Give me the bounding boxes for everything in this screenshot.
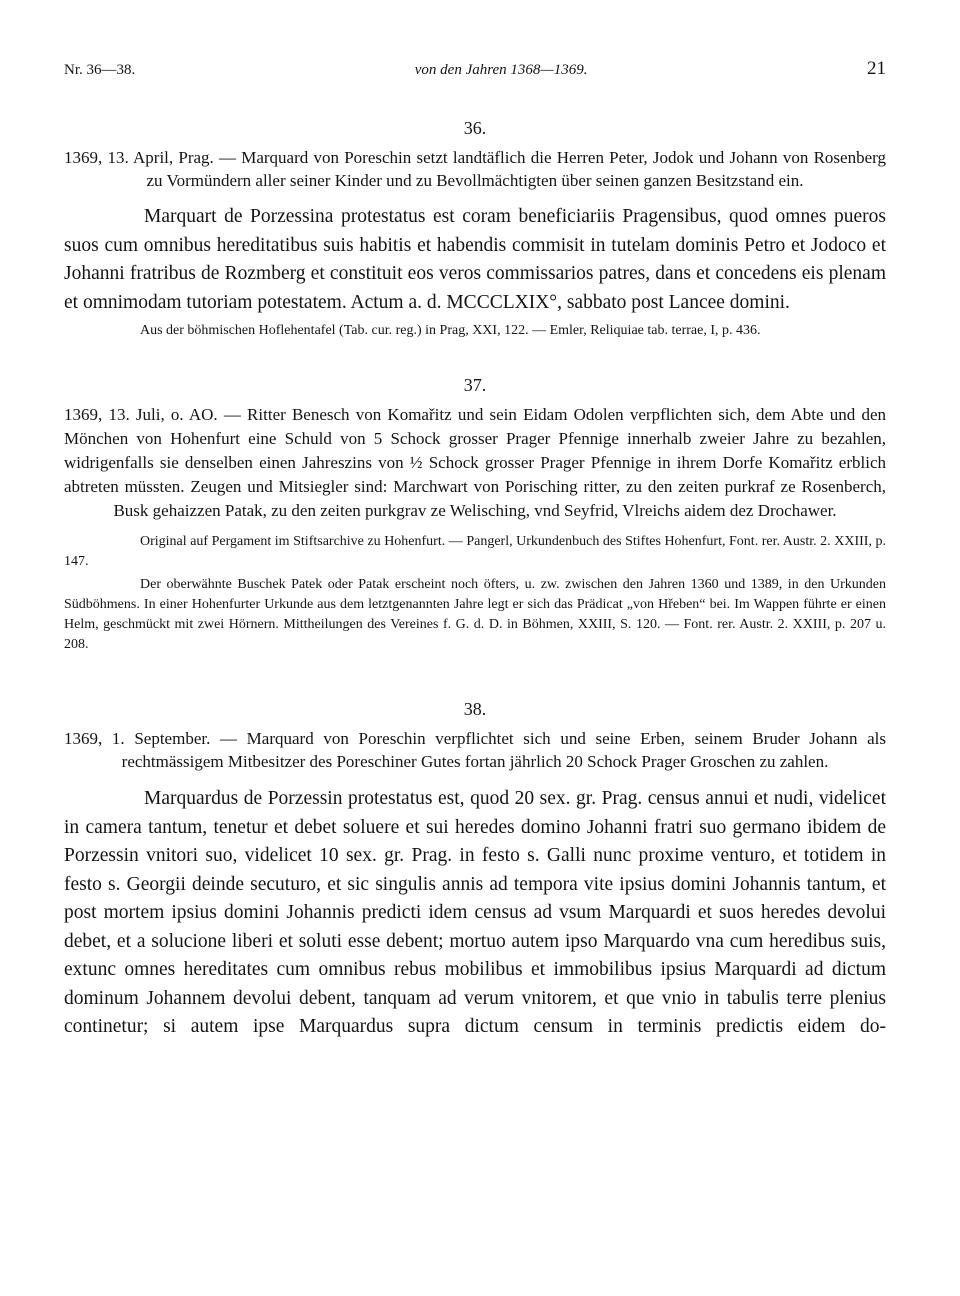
entry-summary: 1369, 13. Juli, o. AO. — Ritter Benesch von Komařitz und sein Eidam Odolen verpflichten sich, dem Abte und den Mönchen von Hohenfurt eine Schuld von 5 Schock grosser Prager Pfennige innerhalb zweier Jahre zu bezahlen, widrigenfalls sie denselben einen Jahreszins von ½ Schock grosser Prager Pfennige in ihrem Dorfe Komařitz erblich abtreten müssten. Zeugen und Mitsiegler sind: Marchwart von Porisching ritter, zu den zeiten purkraf ze Rosenberch, Busk gehaizzen Patak, zu den zeiten purkgrav ze Welisching, vnd Seyfrid, Vlreichs aidem dez Drochawer.	[64, 405, 886, 520]
entry-source: Aus der böhmischen Hoflehentafel (Tab. cur. reg.) in Prag, XXI, 122. — Emler, Reliquiae tab. terrae, I, p. 436.	[140, 323, 761, 338]
entry-number: 38.	[463, 699, 487, 719]
document-page	[64, 58, 886, 1042]
entry-37	[64, 375, 886, 655]
entry-36	[64, 118, 886, 341]
entry-text: Marquardus de Porzessin protestatus est, quod 20 sex. gr. Prag. census annui et nudi, videlicet in camera tantum, tenetur et debet soluere et sui heredes domino Johanni fratri suo germano ibidem de Porzessin vnitori suo, videlicet 10 sex. gr. Prag. in festo s. Galli nunc proxime venturo, et totidem in festo s. Georgii deinde secuturo, et sic singulis annis ad tempora vite ipsius domini Johannis tantum, et post mortem ipsius domini Johannis predicti idem census ad vsum Marquardi et suos heredes devolui debet, et a solucione liberi et soluti esse debent; mortuo autem ipso Marquardo vna cum heredibus suis, extunc omnes hereditates cum omnibus rebus mobilibus et immobilibus ipsius Marquardi ad dictum dominum Johannem devolui debent, tanquam ad verum vnitorem, et que vnio in tabulis terre plenius continetur; si autem ipse Marquardus supra dictum censum in terminis predictis eidem do-	[64, 788, 886, 1037]
entry-summary: 1369, 1. September. — Marquard von Poreschin verpflichtet sich und seine Erben, seinem Bruder Johann als rechtmässigem Mitbesitzer des Poreschiner Gutes fortan jährlich 20 Schock Prager Groschen zu zahlen.	[64, 729, 886, 771]
entry-note: Der oberwähnte Buschek Patek oder Patak erscheint noch öfters, u. zw. zwischen den Jahren 1360 und 1389, in den Urkunden Südböhmens. In einer Hohenfurter Urkunde aus dem letztgenannten Jahre legt er sich das Prädicat „von Hřeben“ bei. Im Wappen führte er einen Helm, geschmückt mit zwei Hörnern. Mittheilungen des Vereines f. G. d. D. in Böhmen, XXIII, S. 120. — Font. rer. Austr. 2. XXIII, p. 207 u. 208.	[64, 577, 886, 652]
header-entry-range: Nr. 36—38.	[64, 62, 136, 78]
header-title: von den Jahren 1368—1369.	[414, 62, 588, 78]
entry-summary: 1369, 13. April, Prag. — Marquard von Poreschin setzt landtäflich die Herren Peter, Jodok und Johann von Rosenberg zu Vormündern aller seiner Kinder und zu Bevollmächtigten über seinen ganzen Besitzstand ein.	[64, 148, 886, 190]
page-number: 21	[867, 58, 886, 79]
entry-text: Marquart de Porzessina protestatus est coram beneficiariis Pragensibus, quod omnes pueros suos cum omnibus hereditatibus suis habitis et habendis commisit in tutelam dominis Petro et Jodoco et Johanni fratribus de Rozmberg et constituit eos veros commissarios patres, dans et concedens eis plenam et omnimodam tutoriam potestatem. Actum a. d. MCCCLXIX°, sabbato post Lancee domini.	[64, 206, 886, 313]
entry-number: 37.	[463, 375, 487, 395]
entry-number: 36.	[463, 118, 487, 138]
entry-source: Original auf Pergament im Stiftsarchive zu Hohenfurt. — Pangerl, Urkundenbuch des Stiftes Hohenfurt, Font. rer. Austr. 2. XXIII, p. 147.	[64, 534, 886, 569]
running-header	[64, 58, 886, 84]
entry-38	[64, 699, 886, 1042]
